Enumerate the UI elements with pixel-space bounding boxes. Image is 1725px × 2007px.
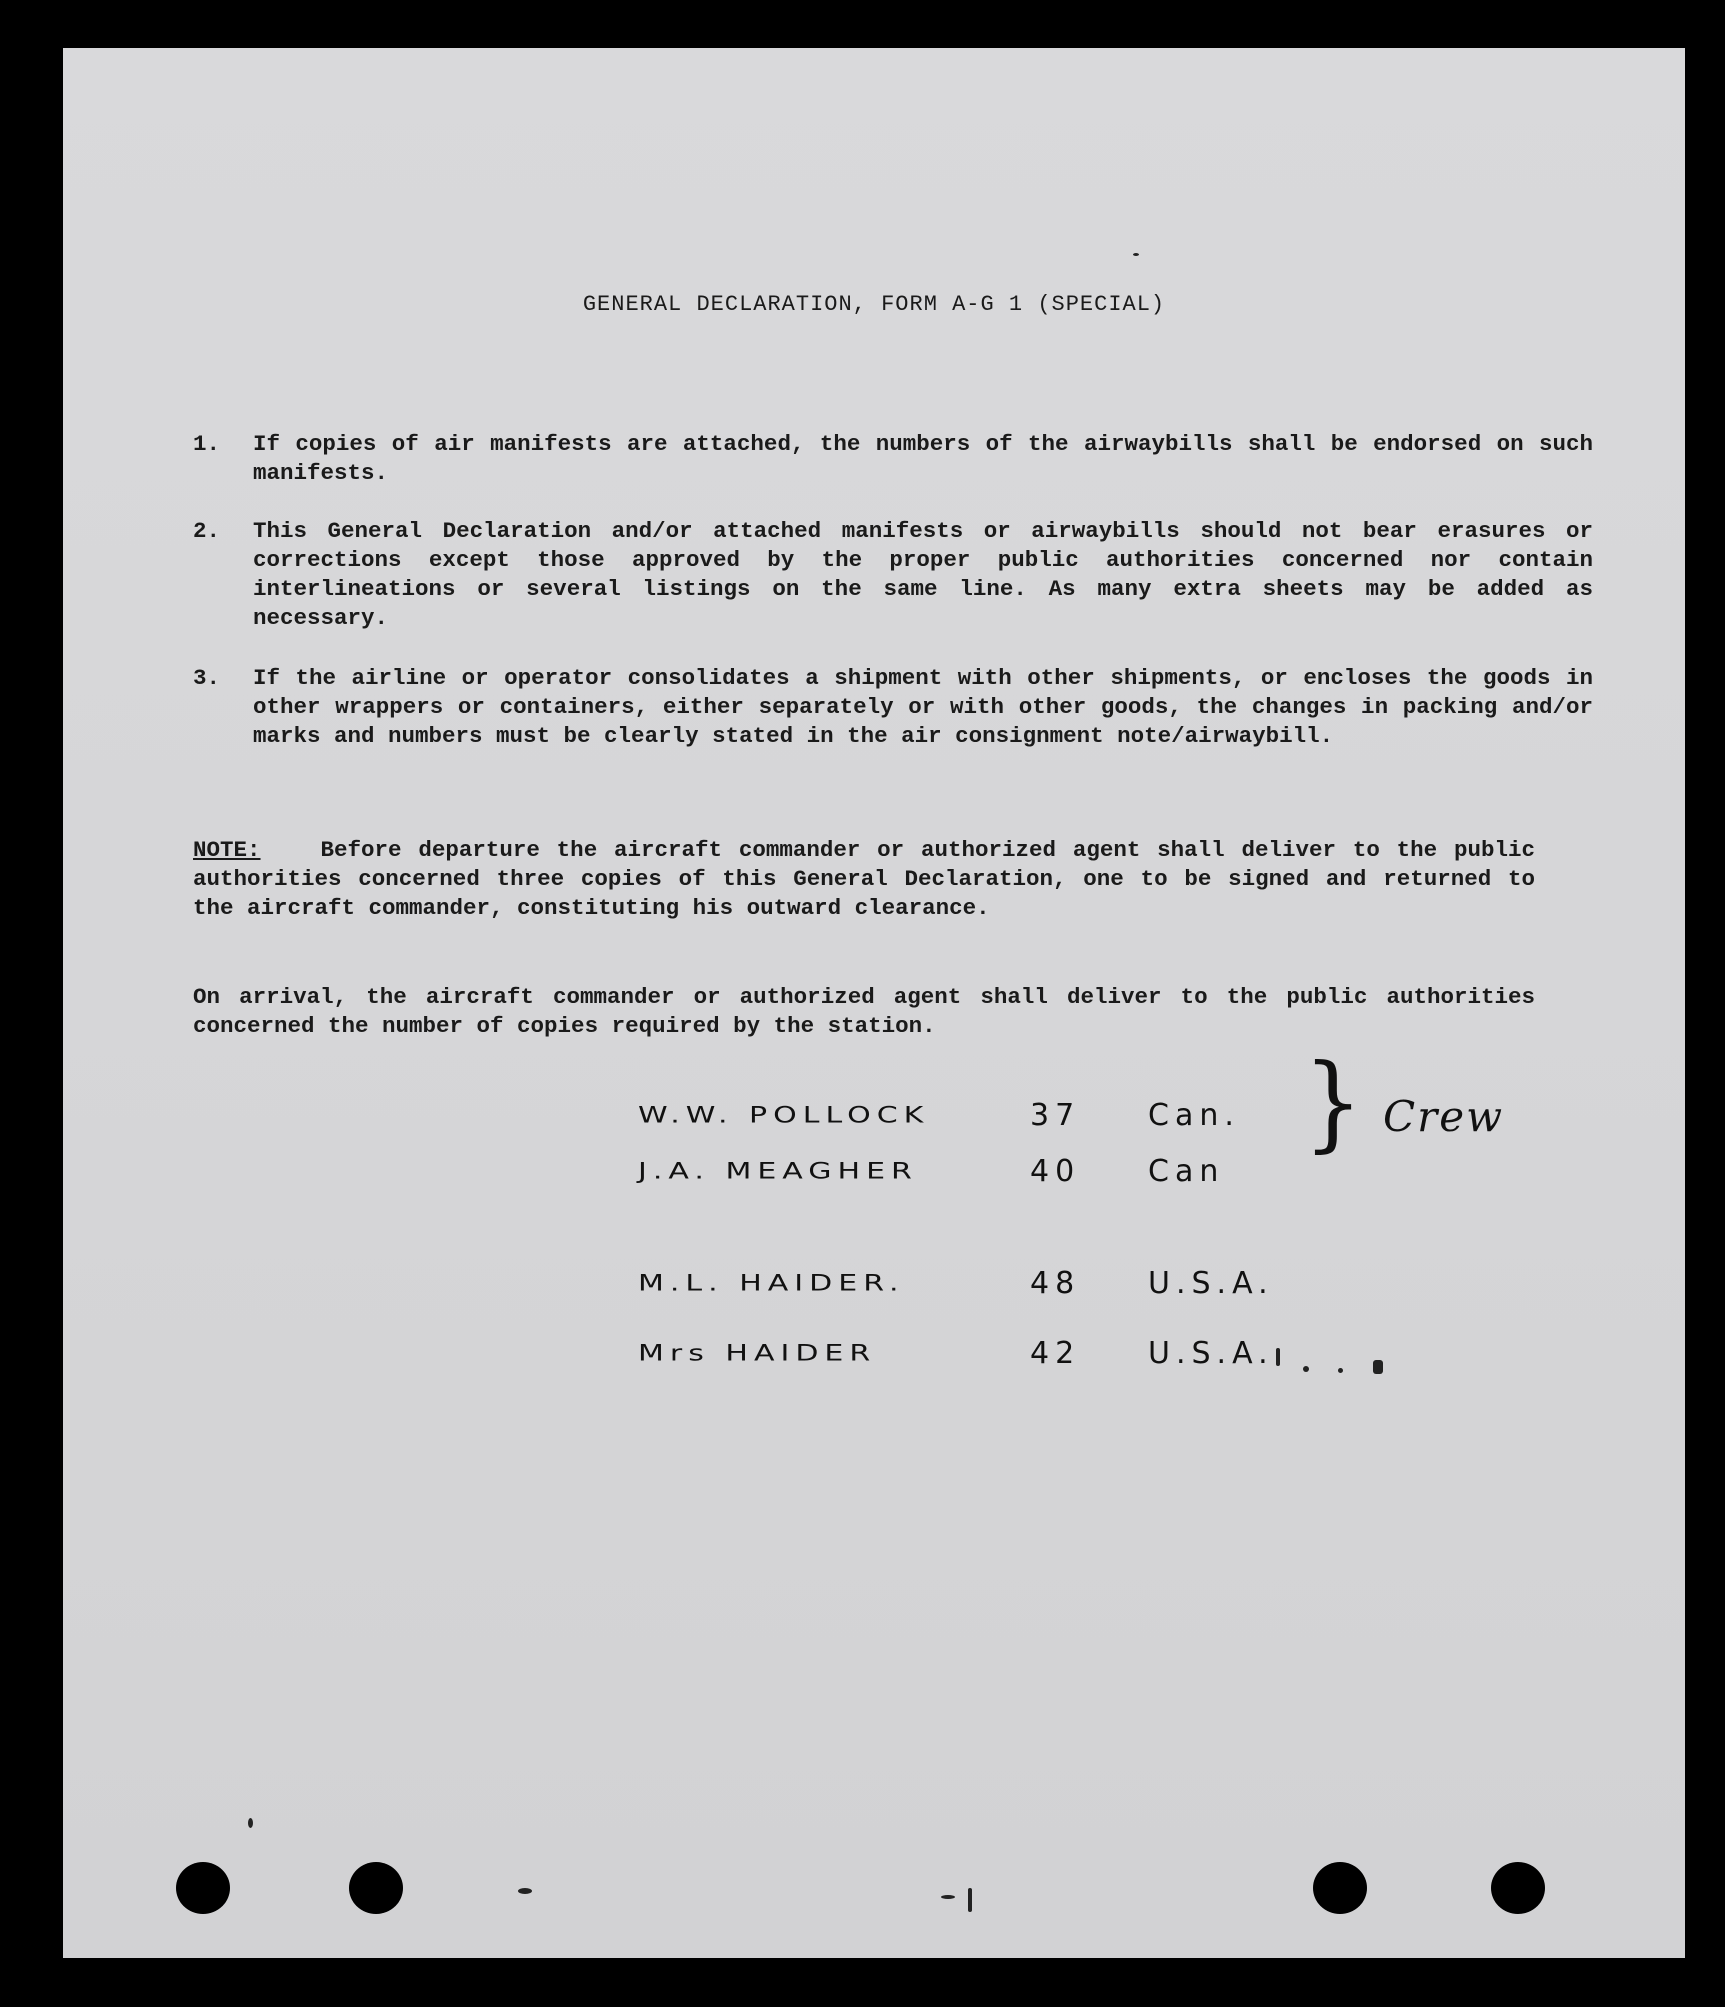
item-text: If the airline or operator consolidates a shipment with other shipments, or encloses the goods in other wrappers or containers, either separately or with other goods, the changes in packing and/or marks and numbers must be clearly stated in the air consignment note/airwaybill. xyxy=(253,665,1593,749)
handwritten-nationality: Can xyxy=(1148,1154,1225,1189)
arrival-paragraph: On arrival, the aircraft commander or authorized agent shall deliver to the public authorities concerned the number of copies required by the station. xyxy=(193,984,1535,1039)
instruction-item xyxy=(193,517,1593,633)
speck xyxy=(968,1888,972,1912)
item-text: This General Declaration and/or attached manifests or airwaybills should not bear erasures or corrections except those approved by the proper public authorities concerned nor contain interlineations or several listings on the same line. As many extra sheets may be added as necessary. xyxy=(253,518,1593,631)
handwritten-name: W.W. POLLOCK xyxy=(638,1102,930,1129)
item-number: 1. xyxy=(193,431,221,457)
handwritten-name: Mrs HAIDER xyxy=(638,1340,877,1367)
punch-hole xyxy=(1313,1862,1367,1914)
handwritten-name: M.L. HAIDER. xyxy=(638,1270,905,1297)
speck xyxy=(248,1818,253,1828)
brace-mark: } xyxy=(1303,1041,1363,1163)
handwritten-nationality: Can. xyxy=(1148,1098,1240,1133)
speck xyxy=(1303,1366,1309,1372)
speck xyxy=(941,1895,955,1899)
handwritten-age: 37 xyxy=(1030,1098,1081,1133)
speck xyxy=(1338,1368,1343,1373)
instruction-item xyxy=(193,430,1593,488)
speck xyxy=(1276,1348,1280,1366)
crew-label: Crew xyxy=(1383,1092,1505,1141)
punch-hole xyxy=(1491,1862,1545,1914)
note-label: NOTE: xyxy=(193,837,261,863)
punch-hole xyxy=(176,1862,230,1914)
note-paragraph xyxy=(193,836,1535,923)
handwritten-age: 40 xyxy=(1030,1154,1081,1189)
handwritten-name: J.A. MEAGHER xyxy=(638,1158,918,1185)
item-number: 2. xyxy=(193,518,221,544)
handwritten-age: 42 xyxy=(1030,1336,1081,1371)
speck xyxy=(518,1888,532,1894)
speck xyxy=(1373,1360,1383,1374)
item-number: 3. xyxy=(193,665,221,691)
instruction-item xyxy=(193,664,1593,751)
note-text: Before departure the aircraft commander or authorized agent shall deliver to the public authorities concerned three copies of this General Declaration, one to be signed and returned to the aircraft commander, constituting his outward clearance. xyxy=(193,837,1535,921)
speck xyxy=(1133,253,1139,256)
punch-hole xyxy=(349,1862,403,1914)
item-text: If copies of air manifests are attached, the numbers of the airwaybills shall be endorsed on such manifests. xyxy=(253,431,1593,486)
handwritten-age: 48 xyxy=(1030,1266,1081,1301)
document-title: GENERAL DECLARATION, FORM A-G 1 (SPECIAL) xyxy=(582,292,1166,317)
handwritten-nationality: U.S.A. xyxy=(1148,1336,1274,1371)
handwritten-nationality: U.S.A. xyxy=(1148,1266,1274,1301)
document-page xyxy=(63,48,1685,1958)
